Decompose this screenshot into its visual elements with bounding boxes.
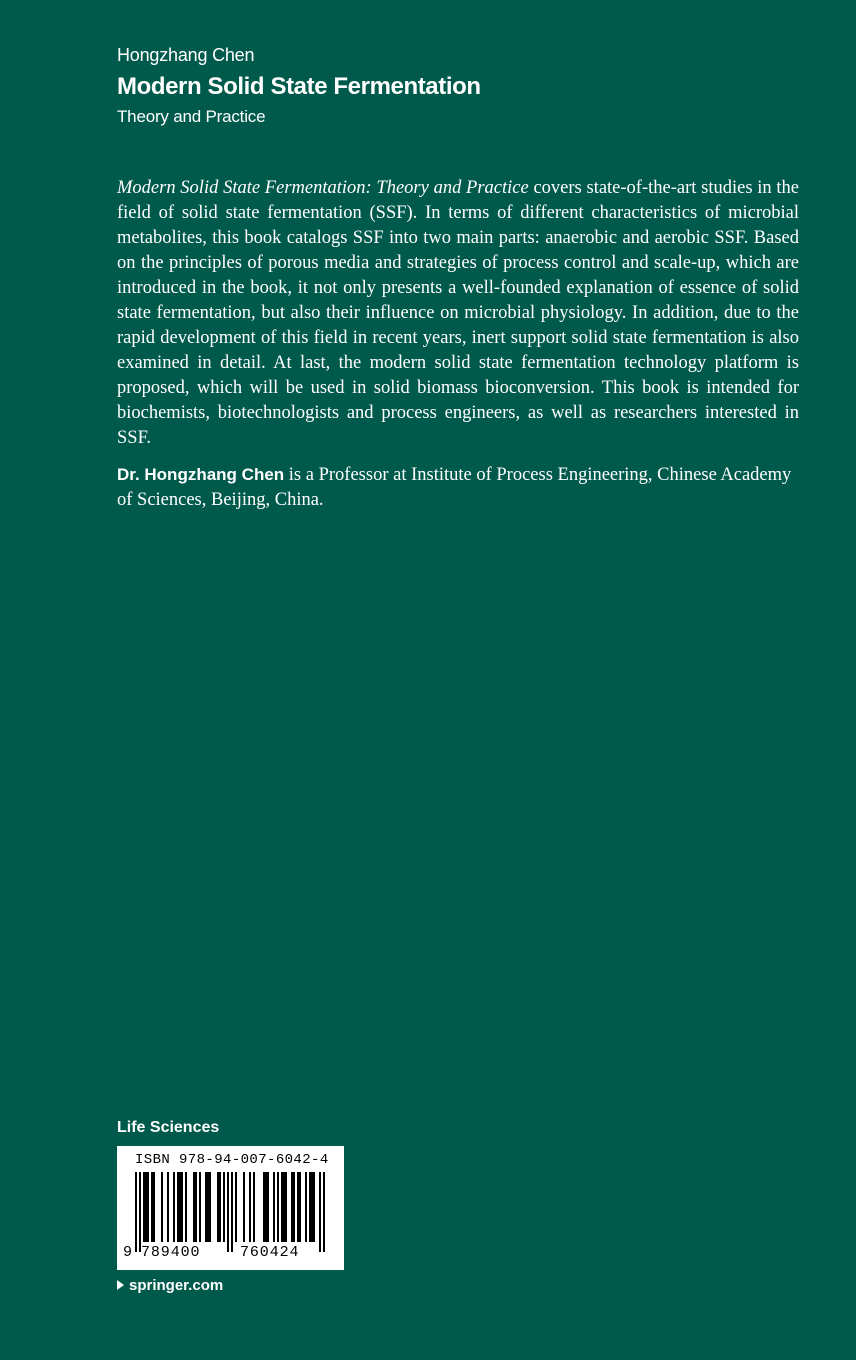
description-body: covers state-of-the-art studies in the field of solid state fermentation (SSF). In terms of different characteristics of microbial metabolites, this book catalogs SSF into two main parts: anaerobic and aerobic SSF. Based on the principles of porous media and strategies of process control and scale-up, which are introduced in the book, it not only presents a well-founded explanation of essence of solid state fermentation, but also their influence on microbial physiology. In addition, due to the rapid development of this field in recent years, inert support solid state fermentation is also examined in detail. At last, the modern solid state fermentation technology platform is proposed, which will be used in solid biomass bioconversion. This book is intended for biochemists, biotechnologists and process engineers, as well as researchers interested in SSF. [117, 178, 800, 448]
barcode-bar [167, 1172, 169, 1242]
barcode-bar [273, 1172, 275, 1242]
barcode-bar [145, 1172, 147, 1242]
barcode-bar [305, 1172, 307, 1242]
barcode-bar [185, 1172, 187, 1242]
barcode-bar [207, 1172, 209, 1242]
barcode-bar [143, 1172, 145, 1242]
barcode-bar [179, 1172, 181, 1242]
barcode-bar [147, 1172, 149, 1242]
barcode-bar [153, 1172, 155, 1242]
barcode-bar [195, 1172, 197, 1242]
barcode-bar [311, 1172, 313, 1242]
barcode-bar [285, 1172, 287, 1242]
book-subtitle: Theory and Practice [117, 107, 266, 126]
barcode-bar [193, 1172, 195, 1242]
book-description [117, 176, 799, 451]
barcode-bar [217, 1172, 219, 1242]
barcode-bar [299, 1172, 301, 1242]
ean-left-group: 789400 [141, 1244, 201, 1261]
barcode-bar [209, 1172, 211, 1242]
barcode-bar [227, 1172, 229, 1252]
barcode-bar [243, 1172, 245, 1242]
barcode-bar [231, 1172, 233, 1252]
barcode-bar [267, 1172, 269, 1242]
isbn-label: ISBN 978-94-007-6042-4 [135, 1152, 329, 1168]
barcode-bar [135, 1172, 137, 1252]
barcode-bar [235, 1172, 237, 1242]
book-title: Modern Solid State Fermentation [117, 73, 481, 100]
barcode-bar [297, 1172, 299, 1242]
subject-category: Life Sciences [117, 1119, 220, 1136]
barcode-bar [281, 1172, 283, 1242]
barcode-bar [263, 1172, 265, 1242]
bio-text: is a Professor at Institute of Process Engineering, Chinese Academy of Sciences, Beijing, China. [117, 465, 792, 510]
arrow-right-icon [117, 1280, 124, 1290]
barcode-bar [253, 1172, 255, 1242]
barcode-bar [283, 1172, 285, 1242]
barcode-bar [173, 1172, 175, 1242]
barcode-bar [181, 1172, 183, 1242]
barcode-bar [323, 1172, 325, 1252]
website-url: springer.com [129, 1277, 224, 1294]
barcode-bar [249, 1172, 251, 1242]
barcode-bar [309, 1172, 311, 1242]
barcode-bar [265, 1172, 267, 1242]
barcode-bar [223, 1172, 225, 1242]
publisher-website[interactable] [117, 1276, 223, 1296]
barcode-bar [151, 1172, 153, 1242]
barcode-bar [139, 1172, 141, 1252]
barcode-panel [117, 1146, 344, 1270]
barcode-bar [277, 1172, 279, 1242]
barcode-bar [293, 1172, 295, 1242]
barcode-bar [177, 1172, 179, 1242]
barcode-bar [199, 1172, 201, 1242]
description-title: Modern Solid State Fermentation: Theory and Practice [117, 178, 529, 198]
author-name: Hongzhang Chen [117, 45, 255, 65]
barcode-bar [161, 1172, 163, 1242]
ean-right-group: 760424 [240, 1244, 300, 1261]
bio-name: Dr. Hongzhang Chen [117, 465, 285, 484]
barcode-bar [219, 1172, 221, 1242]
barcode-bar [291, 1172, 293, 1242]
barcode-bar [313, 1172, 315, 1242]
ean-first-digit: 9 [123, 1244, 133, 1261]
barcode-bar [205, 1172, 207, 1242]
barcode-bar [319, 1172, 321, 1252]
author-bio [117, 462, 799, 513]
